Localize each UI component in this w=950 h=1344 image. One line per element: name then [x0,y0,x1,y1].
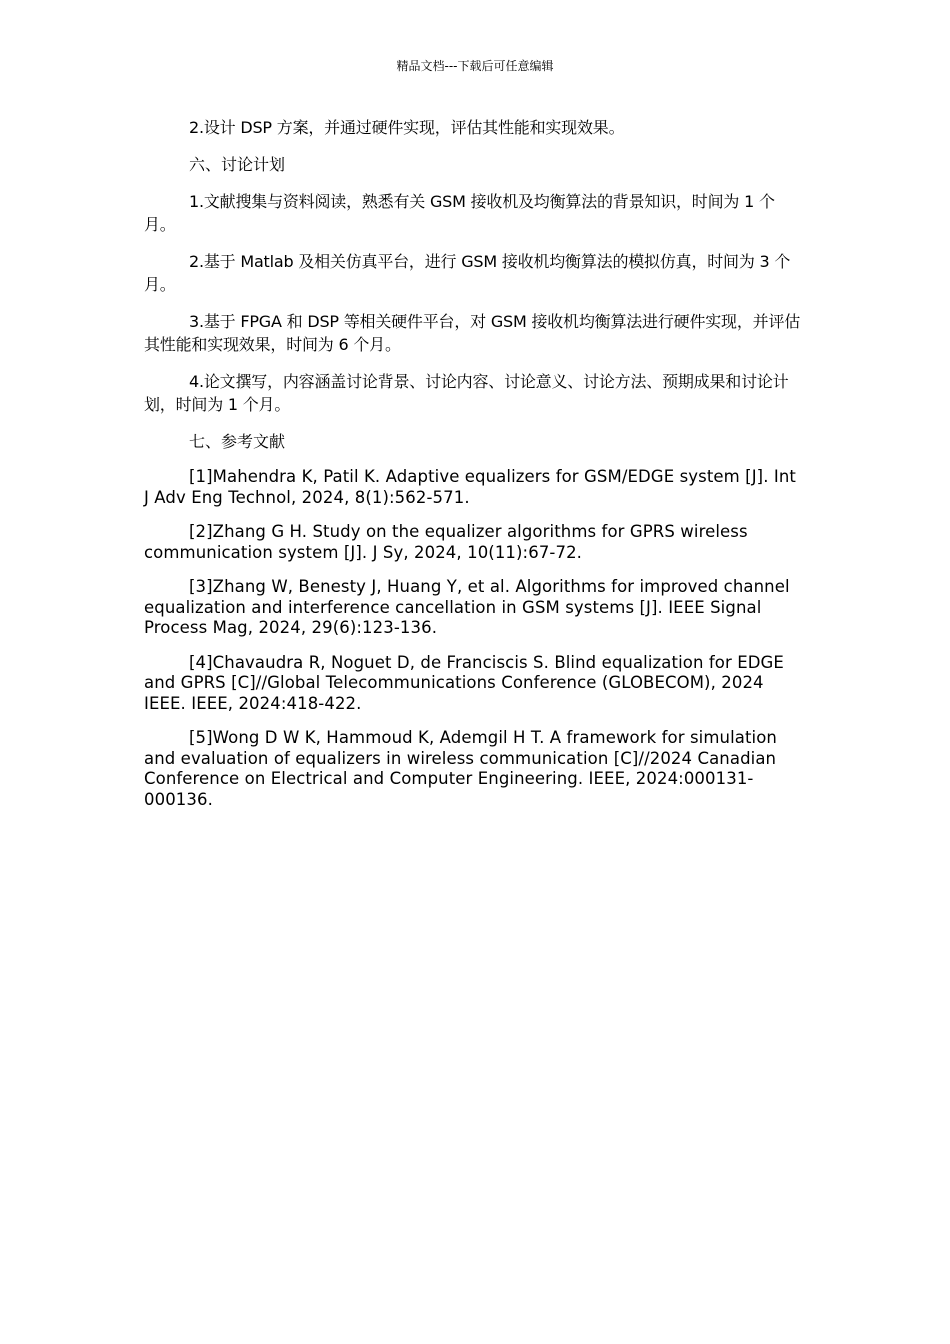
plan-item-4: 4.论文撰写，内容涵盖讨论背景、讨论内容、讨论意义、讨论方法、预期成果和讨论计划，时间为 1 个月。 [144,372,789,414]
section-heading-references: 七、参考文献 [189,432,286,451]
page-header: 精品文档---下载后可任意编辑 [396,59,554,73]
reference-item: [1]Mahendra K, Patil K. Adaptive equalizers for GSM/EDGE system [J]. Int J Adv Eng Technol, 2024, 8(1):562-571. [144,467,796,507]
plan-item-1: 1.文献搜集与资料阅读，熟悉有关 GSM 接收机及均衡算法的背景知识，时间为 1 个月。 [144,192,775,234]
paragraph-dsp-design: 2.设计 DSP 方案，并通过硬件实现，评估其性能和实现效果。 [189,118,625,137]
reference-item: [5]Wong D W K, Hammoud K, Ademgil H T. A framework for simulation and evaluation of equalizers in wireless communication [C]//2024 Canadian Conference on Electrical and Computer Engineering. IEEE, 2024:000131-000136. [144,728,777,809]
reference-item: [3]Zhang W, Benesty J, Huang Y, et al. Algorithms for improved channel equalization and interference cancellation in GSM systems [J]. IEEE Signal Process Mag, 2024, 29(6):123-136. [144,577,790,637]
plan-item-2: 2.基于 Matlab 及相关仿真平台，进行 GSM 接收机均衡算法的模拟仿真，时间为 3 个月。 [144,252,791,294]
plan-item-3: 3.基于 FPGA 和 DSP 等相关硬件平台，对 GSM 接收机均衡算法进行硬件实现，并评估其性能和实现效果，时间为 6 个月。 [144,312,801,354]
section-heading-plan: 六、讨论计划 [189,155,286,174]
document-body [144,116,806,824]
reference-item: [4]Chavaudra R, Noguet D, de Franciscis S. Blind equalization for EDGE and GPRS [C]//Global Telecommunications Conference (GLOBECOM), 2024 IEEE. IEEE, 2024:418-422. [144,652,784,713]
reference-item: [2]Zhang G H. Study on the equalizer algorithms for GPRS wireless communication system [J]. J Sy, 2024, 10(11):67-72. [144,522,748,562]
